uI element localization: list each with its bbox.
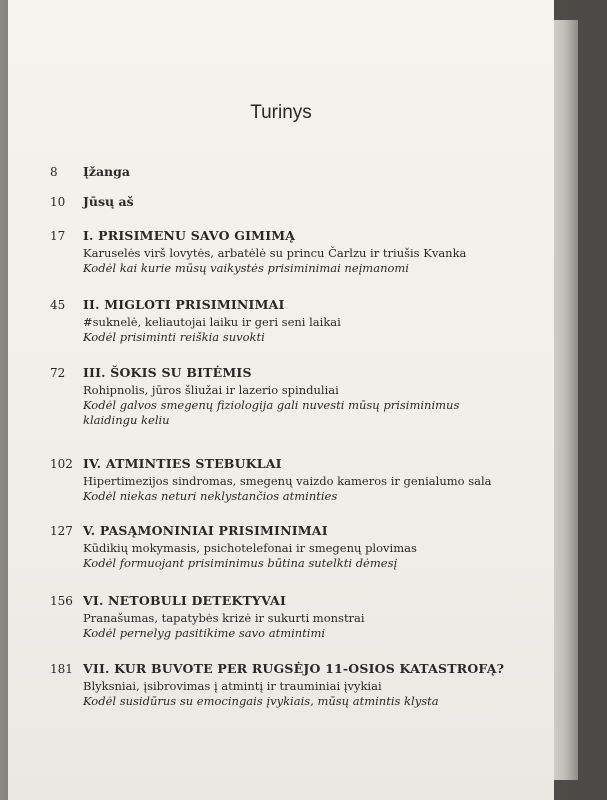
page-number: 181	[50, 662, 73, 676]
chapter-title: IV. ATMINTIES STEBUKLAI	[83, 456, 282, 471]
chapter-subtitle: Kūdikių mokymasis, psichotelefonai ir smegenų plovimas	[83, 541, 417, 555]
page-title: Turinys	[250, 102, 312, 123]
chapter-subtitle: Blyksniai, įsibrovimas į atmintį ir trauminiai įvykiai	[83, 679, 382, 693]
chapter-subtitle: Pranašumas, tapatybės krizė ir sukurti monstrai	[83, 611, 365, 625]
page-number: 127	[50, 524, 73, 538]
chapter-title: VII. KUR BUVOTE PER RUGSĖJO 11-OSIOS KATASTROFĄ?	[83, 661, 505, 676]
chapter-title: III. ŠOKIS SU BITĖMIS	[83, 365, 252, 380]
page-number: 17	[50, 229, 66, 243]
page-number: 72	[50, 366, 66, 380]
page-number: 10	[50, 195, 66, 209]
book-page	[8, 0, 554, 800]
chapter-tagline: Kodėl niekas neturi neklystančios atminties	[83, 489, 338, 503]
page-number: 156	[50, 594, 73, 608]
chapter-title: VI. NETOBULI DETEKTYVAI	[83, 593, 287, 608]
chapter-tagline: Kodėl kai kurie mūsų vaikystės prisiminimai neįmanomi	[83, 261, 409, 275]
chapter-tagline: Kodėl formuojant prisiminimus būtina sutelkti dėmesį	[83, 556, 398, 570]
chapter-tagline: Kodėl susidūrus su emocingais įvykiais, mūsų atmintis klysta	[83, 694, 439, 708]
chapter-tagline: Kodėl prisiminti reiškia suvokti	[83, 330, 265, 344]
chapter-subtitle: Karuselės virš lovytės, arbatėlė su princu Čarlzu ir triušis Kvanka	[83, 246, 467, 260]
chapter-subtitle: Hipertimezijos sindromas, smegenų vaizdo kameros ir genialumo sala	[83, 474, 492, 488]
chapter-tagline: Kodėl galvos smegenų fiziologija gali nuvesti mūsų prisiminimus klaidingu keliu	[83, 398, 460, 427]
page-number: 45	[50, 298, 66, 312]
chapter-title: I. PRISIMENU SAVO GIMIMĄ	[83, 228, 296, 243]
page-number: 8	[50, 165, 58, 179]
page-number: 102	[50, 457, 73, 471]
chapter-subtitle: Rohipnolis, jūros šliužai ir lazerio spinduliai	[83, 383, 339, 397]
entry-title: Įžanga	[83, 164, 130, 179]
chapter-subtitle: #suknelė, keliautojai laiku ir geri seni laikai	[83, 315, 341, 329]
chapter-tagline: Kodėl pernelyg pasitikime savo atmintimi	[83, 626, 326, 640]
entry-title: Jūsų aš	[83, 194, 134, 209]
chapter-title: II. MIGLOTI PRISIMINIMAI	[83, 297, 285, 312]
chapter-title: V. PASĄMONINIAI PRISIMINIMAI	[83, 523, 328, 538]
